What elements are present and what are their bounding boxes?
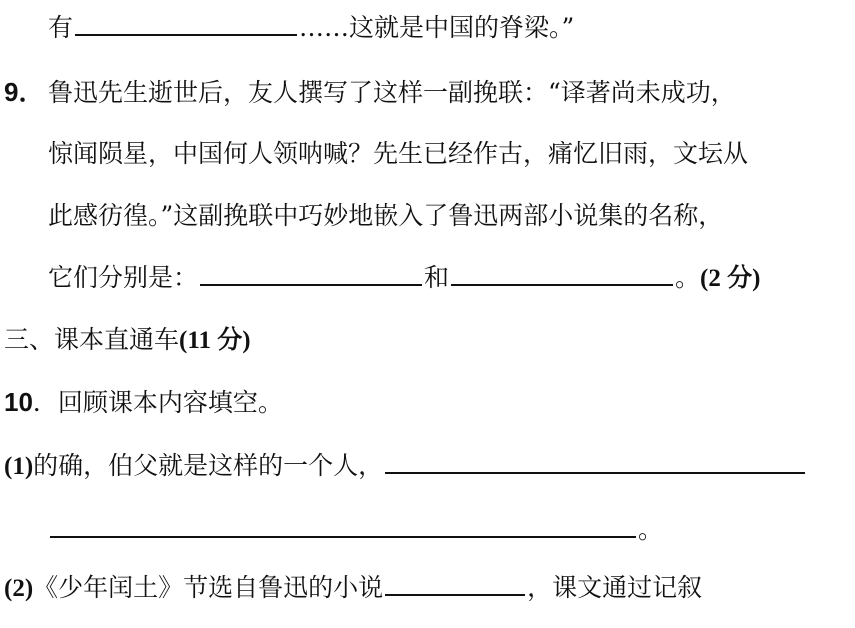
q10-part-1-text: 的确，伯父就是这样的一个人， <box>33 451 384 480</box>
section-3-title: 三、课本直通车 <box>4 325 180 354</box>
q8-answer-blank[interactable] <box>75 12 297 36</box>
q9-answer-blank-1[interactable] <box>200 262 422 286</box>
section-3-heading <box>4 320 251 360</box>
q8-tail-suffix: ……这就是中国的脊梁。” <box>299 13 575 42</box>
q9-line-3 <box>48 196 723 236</box>
q10-part-1-blank-1[interactable] <box>385 450 805 474</box>
q9-score: (2 分) <box>700 265 761 292</box>
q10-part-2-label: (2) <box>4 575 34 602</box>
q9-and: 和 <box>424 263 450 292</box>
section-3-score: (11 分) <box>179 327 251 354</box>
q9-answer-blank-2[interactable] <box>451 262 673 286</box>
q9-line-4 <box>48 258 760 298</box>
q10-part-1 <box>4 446 807 486</box>
q8-tail-line <box>48 8 574 48</box>
q9-number: 9． <box>4 77 45 107</box>
q10-part-2 <box>4 568 702 608</box>
q10-part-2-text-b: ，课文通过记叙 <box>527 573 703 602</box>
q10-part-1-label: (1) <box>4 453 34 480</box>
q10-number: 10 <box>4 387 33 417</box>
q9-text-3: 此感彷徨。”这副挽联中巧妙地嵌入了鲁迅两部小说集的名称， <box>48 201 724 230</box>
q9-line-1 <box>4 72 736 112</box>
q9-text-4-prefix: 它们分别是： <box>48 263 199 292</box>
q10-title: ．回顾课本内容填空。 <box>32 388 283 417</box>
q10-part-1-blank-2[interactable] <box>50 514 636 538</box>
q10-part-2-blank[interactable] <box>385 572 525 596</box>
q10-part-1-continued <box>48 510 663 550</box>
q10-line <box>4 382 283 422</box>
q8-tail-prefix: 有 <box>48 13 74 42</box>
q9-text-4-end: 。 <box>675 263 701 292</box>
q9-line-2 <box>48 134 748 174</box>
q10-part-1-end: 。 <box>638 515 664 544</box>
q10-part-2-text-a: 《少年闰土》节选自鲁迅的小说 <box>33 573 384 602</box>
q9-text-2: 惊闻陨星，中国何人领呐喊？先生已经作古，痛忆旧雨，文坛从 <box>48 139 749 168</box>
q9-text-1: 鲁迅先生逝世后，友人撰写了这样一副挽联：“译著尚未成功， <box>48 78 736 107</box>
